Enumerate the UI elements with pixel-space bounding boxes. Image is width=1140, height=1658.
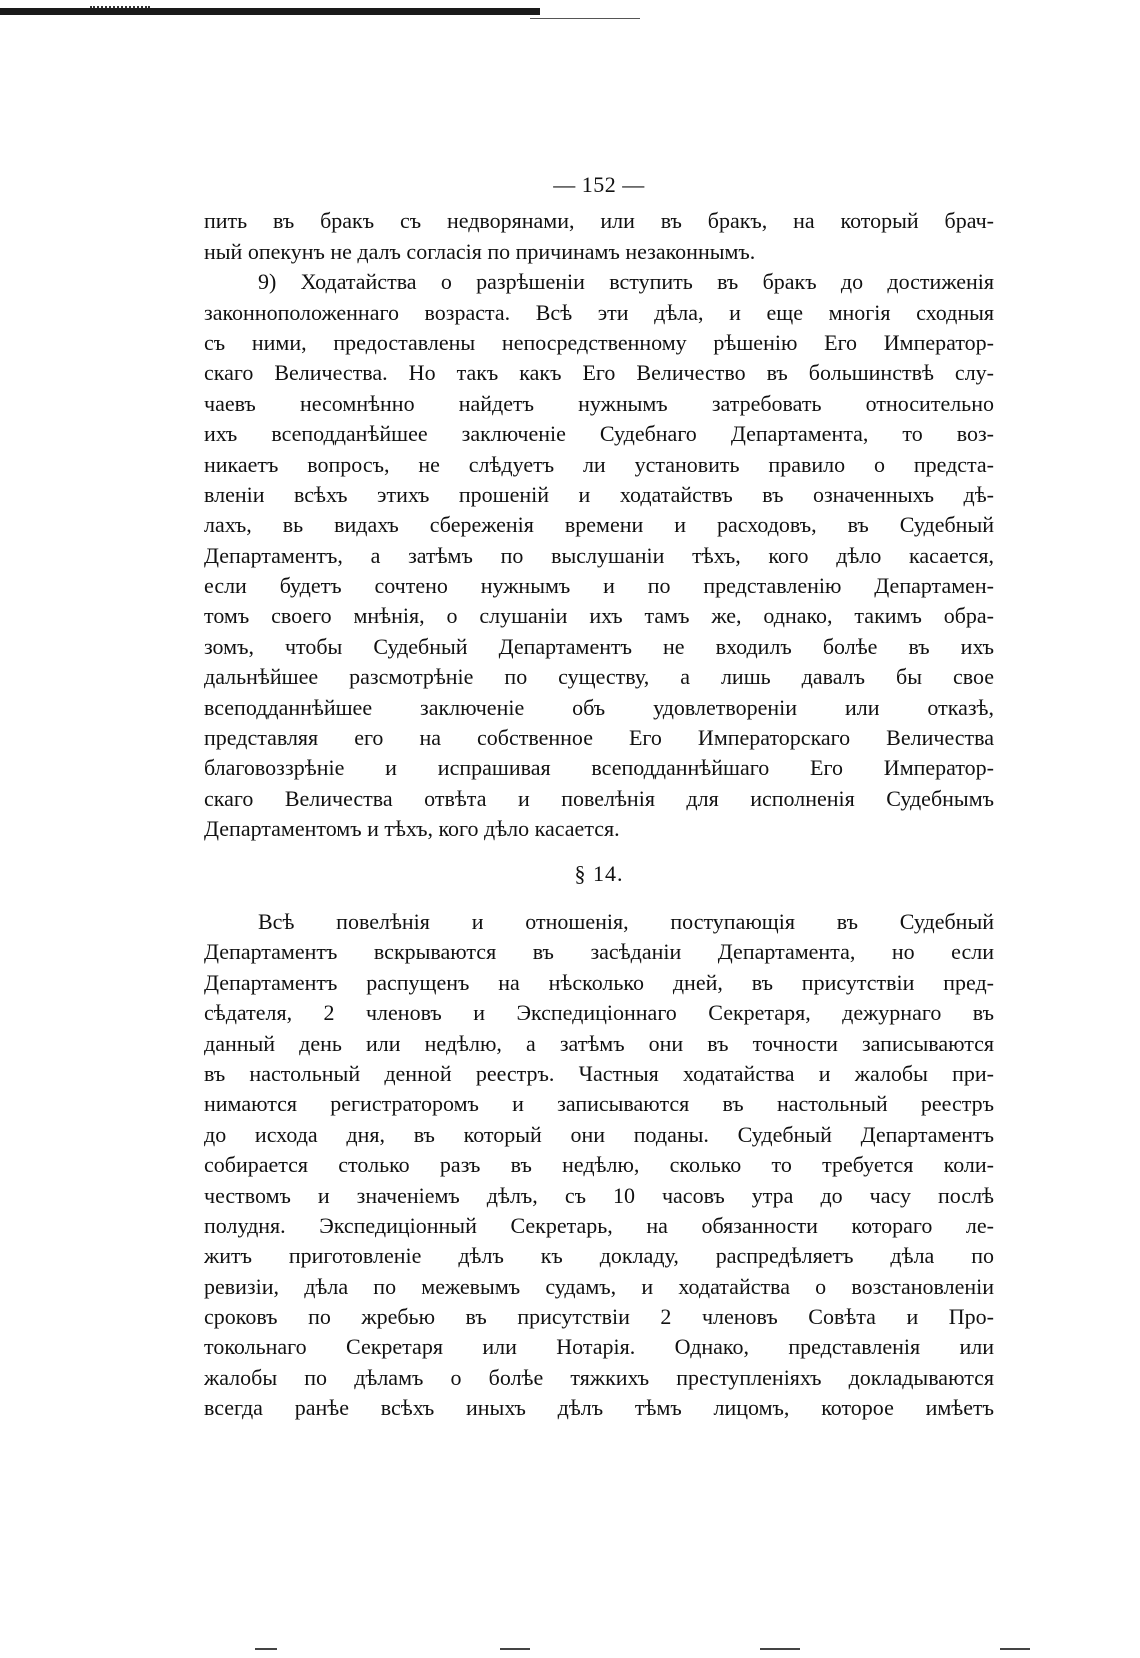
bottom-edge-mark bbox=[500, 1648, 530, 1650]
text-line: всеподданнѣйшее заключеніе объ удовлетвореніи или отказѣ, bbox=[204, 694, 994, 720]
text-line: сроковъ по жребью въ присутствіи 2 членовъ Совѣта и Про- bbox=[204, 1304, 994, 1330]
text-line: ревизіи, дѣла по межевымъ судамъ, и ходатайства о возстановленіи bbox=[204, 1273, 994, 1299]
page-number: — 152 — bbox=[553, 172, 645, 197]
text-column bbox=[204, 170, 994, 1424]
text-line: до исхода дня, въ который они поданы. Судебный Департаментъ bbox=[204, 1121, 994, 1147]
paragraph-1 bbox=[204, 206, 994, 267]
scan-specks bbox=[90, 0, 150, 8]
text-line: всегда ранѣе всѣхъ иныхъ дѣлъ тѣмъ лицомъ, которое имѣетъ bbox=[204, 1395, 994, 1421]
text-line: благовоззрѣніе и испрашивая всеподданнѣйшаго Его Император- bbox=[204, 755, 994, 781]
text-line: чествомъ и значеніемъ дѣлъ, съ 10 часовъ утра до часу послѣ bbox=[204, 1182, 994, 1208]
text-line: лахъ, вь видахъ сбереженія времени и расходовъ, въ Судебный bbox=[204, 512, 994, 538]
text-line: въ настольный денной реестръ. Частныя ходатайства и жалобы при- bbox=[204, 1060, 994, 1086]
text-line: зомъ, чтобы Судебный Департаментъ не входилъ болѣе въ ихъ bbox=[204, 633, 994, 659]
text-line: данный день или недѣлю, а затѣмъ они въ точности записываются bbox=[204, 1030, 994, 1056]
text-line: съ ними, предоставлены непосредственному рѣшенію Его Император- bbox=[204, 329, 994, 355]
text-line: Департаментъ вскрываются въ засѣданіи Департамента, но если bbox=[204, 939, 994, 965]
text-line: чаевъ несомнѣнно найдетъ нужнымъ затребовать относительно bbox=[204, 390, 994, 416]
text-line: скаго Величества отвѣта и повелѣнія для исполненія Судебнымъ bbox=[204, 785, 994, 811]
text-line: представляя его на собственное Его Императорскаго Величества bbox=[204, 725, 994, 751]
text-line: сѣдателя, 2 членовъ и Экспедиціоннаго Секретаря, дежурнаго въ bbox=[204, 1000, 994, 1026]
text-line: Департаментъ распущенъ на нѣсколько дней, въ присутствіи пред- bbox=[204, 969, 994, 995]
top-edge-thin-rule bbox=[530, 18, 640, 19]
bottom-edge-mark bbox=[255, 1648, 277, 1650]
text-line: нимаются регистраторомъ и записываются въ настольный реестръ bbox=[204, 1091, 994, 1117]
text-line: жалобы по дѣламъ о болѣе тяжкихъ преступленіяхъ докладываются bbox=[204, 1364, 994, 1390]
text-line: собирается столько разъ въ недѣлю, сколько то требуется коли- bbox=[204, 1152, 994, 1178]
text-line: токольнаго Секретаря или Нотарія. Однако, представленія или bbox=[204, 1334, 994, 1360]
text-line: Всѣ повелѣнія и отношенія, поступающія въ Судебный bbox=[258, 909, 994, 935]
section-heading: § 14. bbox=[574, 860, 624, 886]
text-line: ихъ всеподданѣйшее заключеніе Судебнаго Департамента, то воз- bbox=[204, 421, 994, 447]
text-line: Департаментомъ и тѣхъ, кого дѣло касается. bbox=[204, 816, 620, 842]
text-line: никаетъ вопросъ, не слѣдуетъ ли установить правило о предста- bbox=[204, 451, 994, 477]
text-line: если будетъ сочтено нужнымъ и по представленію Департамен- bbox=[204, 573, 994, 599]
text-line: дальнѣйшее разсмотрѣніе по существу, а лишь давалъ бы свое bbox=[204, 664, 994, 690]
text-line: вленіи всѣхъ этихъ прошеній и ходатайствъ въ означенныхъ дѣ- bbox=[204, 481, 994, 507]
text-line: Департаментъ, а затѣмъ по выслушаніи тѣхъ, кого дѣло касается, bbox=[204, 542, 994, 568]
text-line: полудня. Экспедиціонный Секретарь, на обязанности котораго ле- bbox=[204, 1212, 994, 1238]
top-edge-rule bbox=[0, 8, 540, 15]
paragraph-3 bbox=[204, 907, 994, 1424]
text-line: житъ приготовленіе дѣлъ къ докладу, распредѣляетъ дѣла по bbox=[204, 1243, 994, 1269]
bottom-edge-mark bbox=[1000, 1648, 1030, 1650]
text-line: скаго Величества. Но такъ какъ Его Величество въ большинствѣ слу- bbox=[204, 360, 994, 386]
text-line: томъ своего мнѣнія, о слушаніи ихъ тамъ же, однако, такимъ обра- bbox=[204, 603, 994, 629]
bottom-edge-mark bbox=[760, 1648, 800, 1650]
text-line: ный опекунъ не далъ согласія по причинамъ незаконнымъ. bbox=[204, 238, 756, 264]
text-line: 9) Ходатайства о разрѣшеніи вступить въ бракъ до достиженія bbox=[258, 269, 994, 295]
text-line: законноположеннаго возраста. Всѣ эти дѣла, и еще многія сходныя bbox=[204, 299, 994, 325]
paragraph-2 bbox=[204, 267, 994, 844]
text-line: пить въ бракъ съ недворянами, или въ бракъ, на который брач- bbox=[204, 208, 994, 234]
